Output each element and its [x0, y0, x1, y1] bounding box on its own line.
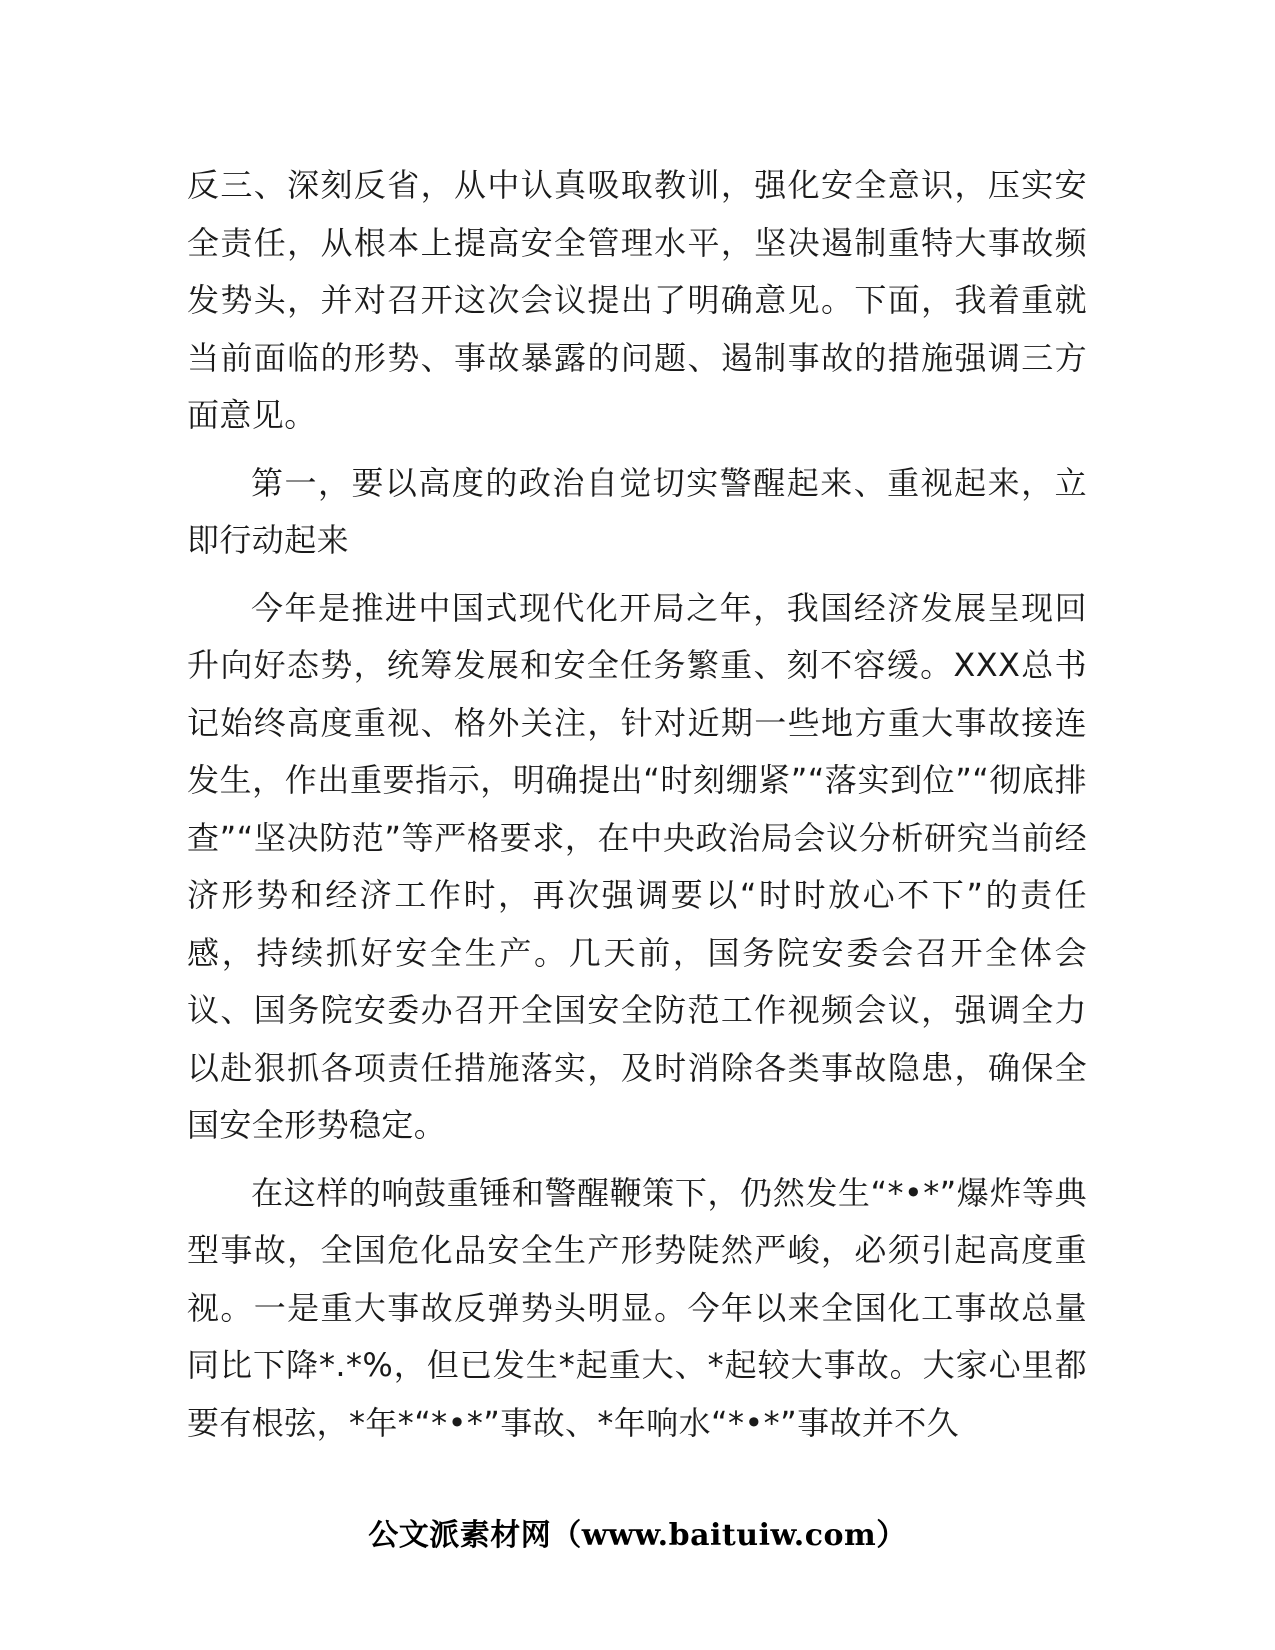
footer-watermark: 公文派素材网（www.baituiw.com）: [368, 1518, 907, 1553]
paragraph-background: 今年是推进中国式现代化开局之年，我国经济发展呈现回升向好态势，统筹发展和安全任务繁重、刻不容缓。XXX总书记始终高度重视、格外关注，针对近期一些地方重大事故接连发生，作出重要指示，明确提出“时刻绷紧”“落实到位”“彻底排查”“坚决防范”等严格要求，在中央政治局会议分析研究当前经济形势和经济工作时，再次强调要以“时时放心不下”的责任感，持续抓好安全生产。几天前，国务院安委会召开全体会议、国务院安委办召开全国安全防范工作视频会议，强调全力以赴狠抓各项责任措施落实，及时消除各类事故隐患，确保全国安全形势稳定。: [187, 588, 1087, 1144]
paragraph-continued: 反三、深刻反省，从中认真吸取教训，强化安全意识，压实安全责任，从根本上提高安全管理水平，坚决遏制重特大事故频发势头，并对召开这次会议提出了明确意见。下面，我着重就当前面临的形势、事故暴露的问题、遏制事故的措施强调三方面意见。: [187, 166, 1087, 434]
section-heading-first: 第一，要以高度的政治自觉切实警醒起来、重视起来，立即行动起来: [187, 463, 1087, 559]
document-body: [187, 157, 1087, 1462]
paragraph-situation: 在这样的响鼓重锤和警醒鞭策下，仍然发生“*•*”爆炸等典型事故，全国危化品安全生产形势陡然严峻，必须引起高度重视。一是重大事故反弹势头明显。今年以来全国化工事故总量同比下降*.*%，但已发生*起重大、*起较大事故。大家心里都要有根弦，*年*“*•*”事故、*年响水“*•*”事故并不久: [187, 1173, 1087, 1442]
